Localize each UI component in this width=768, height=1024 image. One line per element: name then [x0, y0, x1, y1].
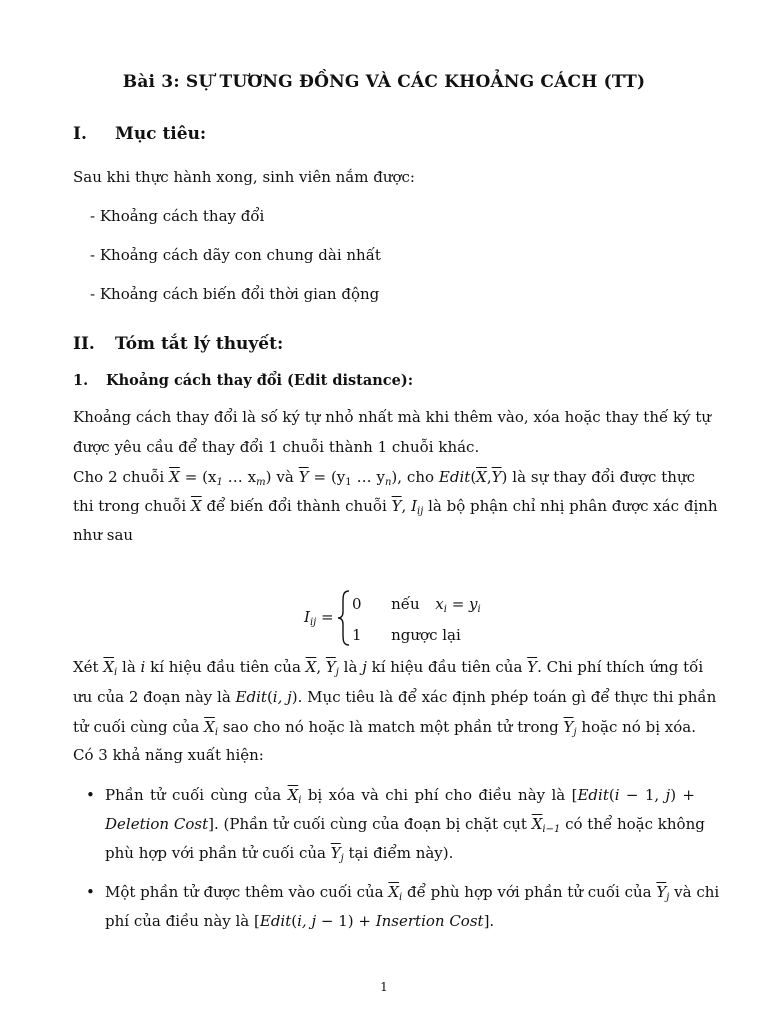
objective-item: - Khoảng cách thay đổi — [90, 207, 265, 225]
bullet-item-line: phí của điều này là [Edit(i, j − 1) + Insertion Cost]. — [105, 912, 495, 930]
section-number: I. — [73, 124, 87, 144]
section-title: Mục tiêu: — [115, 124, 207, 144]
paragraph-line: Cho 2 chuỗi $\overline{X} = (x_1$ … $x_m$) và $\overline{Y} = (y_1$ … $y_n$), cho $Edit(\overline{X},\overline{Y})$ là sự thay đổi được thực — [73, 468, 696, 488]
bullet-item-line: Deletion Cost]. (Phần tử cuối cùng của đoạn bị chặt cụt $\overline{X}_{i-1}$ có thể hoặc không — [105, 815, 705, 835]
bullet-item-line: Phần tử cuối cùng của $\overline{X}_i$ bị xóa và chi phí cho điều này là [Edit(i − 1, j) + — [105, 786, 696, 806]
subsection-title: Khoảng cách thay đổi (Edit distance): — [106, 372, 414, 389]
paragraph-line: Khoảng cách thay đổi là số ký tự nhỏ nhất mà khi thêm vào, xóa hoặc thay thế ký tự — [73, 408, 712, 426]
subsection-number: 1. — [73, 372, 89, 389]
section-heading-theory — [73, 334, 283, 354]
section-heading-objectives — [73, 124, 206, 144]
paragraph-line: thi trong chuỗi $\overline{X}$ để biến đổi thành chuỗi $\overline{Y}$, $I_{ij}$ là bộ phận chỉ nhị phân được xác định — [73, 497, 718, 517]
objective-item: - Khoảng cách dãy con chung dài nhất — [90, 246, 381, 264]
equation-case-1: 0 nếu $x_i = y_i$ — [352, 595, 481, 615]
equation-lhs: $I_{ij}$ = — [304, 608, 334, 628]
bullet-icon: • — [86, 786, 95, 804]
page-number: 1 — [380, 980, 388, 994]
left-brace-icon — [337, 590, 351, 646]
paragraph-line: tử cuối cùng của $\overline{X}_i$ sao cho nó hoặc là match một phần tử trong $\overline{Y}_j$ hoặc nó bị xóa. — [73, 718, 696, 738]
intro-text: Sau khi thực hành xong, sinh viên nắm được: — [73, 168, 415, 186]
equation-case-2: 1 ngược lại — [352, 626, 461, 644]
paragraph-line: được yêu cầu để thay đổi 1 chuỗi thành 1 chuỗi khác. — [73, 438, 480, 456]
paragraph-line: như sau — [73, 526, 134, 544]
bullet-item-line: Một phần tử được thêm vào cuối của $\overline{X}_i$ để phù hợp với phần tử cuối của $\overline{Y}_j$ và chi — [105, 883, 720, 903]
section-number: II. — [73, 334, 95, 354]
subsection-heading-edit-distance — [73, 372, 413, 389]
paragraph-line: Xét $\overline{X}_i$ là i kí hiệu đầu tiên của $\overline{X}$, $\overline{Y}_j$ là j kí hiệu đầu tiên của $\overline{Y}$. Chi phí thích ứng tối — [73, 658, 704, 678]
bullet-icon: • — [86, 883, 95, 901]
objective-item: - Khoảng cách biến đổi thời gian động — [90, 285, 380, 303]
paragraph-line: ưu của 2 đoạn này là Edit(i, j). Mục tiêu là để xác định phép toán gì để thực thi phần — [73, 688, 717, 706]
bullet-item-line: phù hợp với phần tử cuối của $\overline{Y}_j$ tại điểm này). — [105, 844, 454, 864]
section-title: Tóm tắt lý thuyết: — [115, 334, 284, 354]
paragraph-line: Có 3 khả năng xuất hiện: — [73, 746, 264, 764]
page-title: Bài 3: SỰ TƯƠNG ĐỒNG VÀ CÁC KHOẢNG CÁCH (TT) — [122, 72, 646, 92]
